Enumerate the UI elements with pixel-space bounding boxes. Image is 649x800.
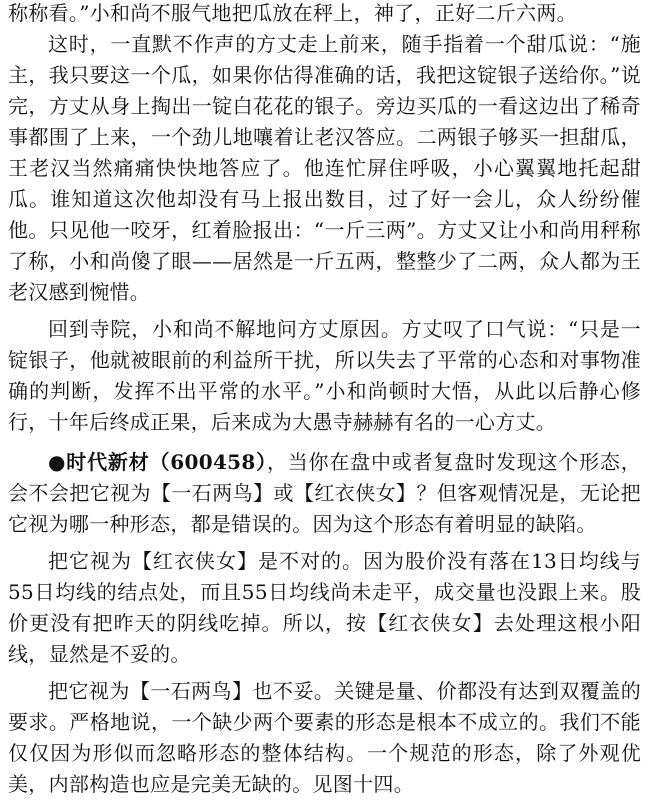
paragraph-4-text: ，当你在盘中或者复盘时发现这个形态，会不会把它视为【一石两鸟】或【红衣侠女】？但客观情况是，无论把它视为哪一种形态，都是错误的。因为这个形态有着明显的缺陷。: [8, 450, 641, 536]
paragraph-2: 这时，一直默不作声的方丈走上前来，随手指着一个甜瓜说：“施主，我只要这一个瓜，如果你估得准确的话，我把这锭银子送给你。”说完，方丈从身上掏出一锭白花花的银子。旁边买瓜的一看这边出了稀奇事都围了上来，一个劲儿地嚷着让老汉答应。二两银子够买一担甜瓜，王老汉当然痛痛快快地答应了。他连忙屏住呼吸，小心翼翼地托起甜瓜。谁知道这次他却没有马上报出数目，过了好一会儿，众人纷纷催他。只见他一咬牙，红着脸报出：“一斤三两”。方丈又让小和尚用秤称了称，小和尚傻了眼——居然是一斤五两，整整少了二两，众人都为王老汉感到惋惜。: [8, 32, 641, 304]
paragraph-4: [8, 447, 641, 540]
paragraph-1: 称称看。”小和尚不服气地把瓜放在秤上，神了，正好二斤六两。: [8, 1, 577, 25]
paragraph-3: 回到寺院，小和尚不解地问方丈原因。方丈叹了口气说：“只是一锭银子，他就被眼前的利益所干扰，所以失去了平常的心态和对事物准确的判断，发挥不出平常的水平。”小和尚顿时大悟，从此以后静心修行，十年后终成正果，后来成为大愚寺赫赫有名的一心方丈。: [8, 317, 641, 434]
paragraph-5: 把它视为【红衣侠女】是不对的。因为股价没有落在13日均线与55日均线的结点处，而且55日均线尚未走平，成交量也没跟上来。股价更没有把昨天的阴线吃掉。所以，按【红衣侠女】去处理这根小阳线，显然是不妥的。: [8, 549, 641, 666]
stock-lead: ●时代新材（600458）: [48, 450, 267, 474]
paragraph-6: 把它视为【一石两鸟】也不妥。关键是量、价都没有达到双覆盖的要求。严格地说，一个缺少两个要素的形态是根本不成立的。我们不能仅仅因为形似而忽略形态的整体结构。一个规范的形态，除了外观优美，内部构造也应是完美无缺的。见图十四。: [8, 679, 641, 796]
